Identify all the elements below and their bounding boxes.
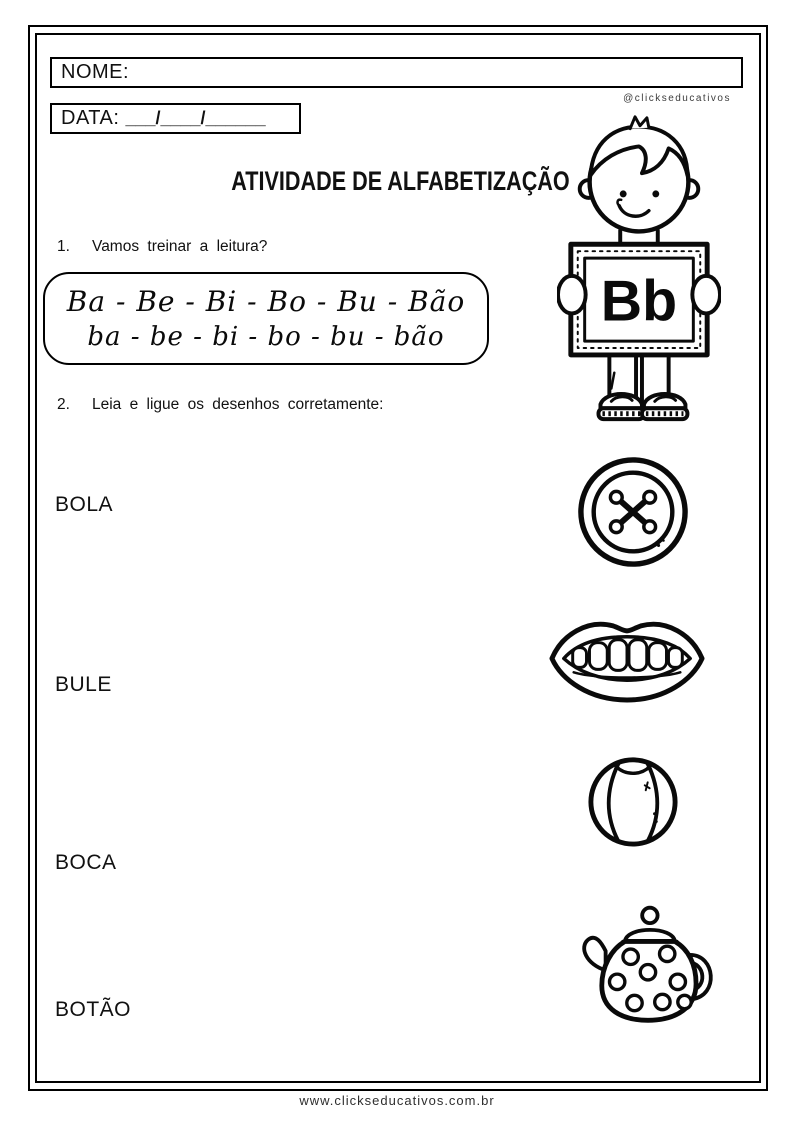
match-word-bola: BOLA bbox=[55, 493, 114, 516]
reading-line-lowercase: ba - be - bi - bo - bu - bão bbox=[87, 321, 445, 352]
match-word-boca: BOCA bbox=[55, 851, 117, 874]
reading-practice-box bbox=[43, 272, 489, 365]
letter-card-text: Bb bbox=[600, 269, 678, 334]
ball-svg bbox=[586, 753, 680, 847]
question-1 bbox=[57, 238, 497, 256]
name-label: NOME: bbox=[61, 61, 130, 83]
mouth-image bbox=[548, 611, 706, 706]
question-2-number: 2. bbox=[57, 396, 70, 413]
teapot-svg bbox=[574, 901, 720, 1028]
question-1-number: 1. bbox=[57, 238, 70, 255]
reading-line-uppercase: Ba - Be - Bi - Bo - Bu - Bão bbox=[66, 284, 466, 318]
footer-url: www.clickseducativos.com.br bbox=[299, 1093, 495, 1108]
name-field-box bbox=[50, 57, 743, 88]
credit-watermark: @clickseducativos bbox=[623, 93, 731, 104]
match-word-bule: BULE bbox=[55, 673, 112, 696]
question-2 bbox=[57, 396, 517, 414]
teapot-image bbox=[574, 901, 720, 1028]
mouth-svg bbox=[548, 611, 706, 706]
date-label: DATA: bbox=[61, 107, 120, 129]
date-blanks: ___/____/______ bbox=[125, 108, 266, 128]
page-title: ATIVIDADE DE ALFABETIZAÇÃO bbox=[230, 166, 570, 196]
match-word-botao: BOTÃO bbox=[55, 998, 132, 1021]
button-svg bbox=[576, 455, 690, 569]
boy-illustration-svg bbox=[557, 108, 721, 426]
question-2-text: Leia e ligue os desenhos corretamente: bbox=[92, 396, 384, 413]
button-image bbox=[576, 455, 690, 569]
ball-image bbox=[586, 753, 680, 847]
date-field-box bbox=[50, 103, 301, 134]
question-1-text: Vamos treinar a leitura? bbox=[92, 238, 268, 255]
boy-with-letter-card-illustration bbox=[557, 108, 721, 426]
